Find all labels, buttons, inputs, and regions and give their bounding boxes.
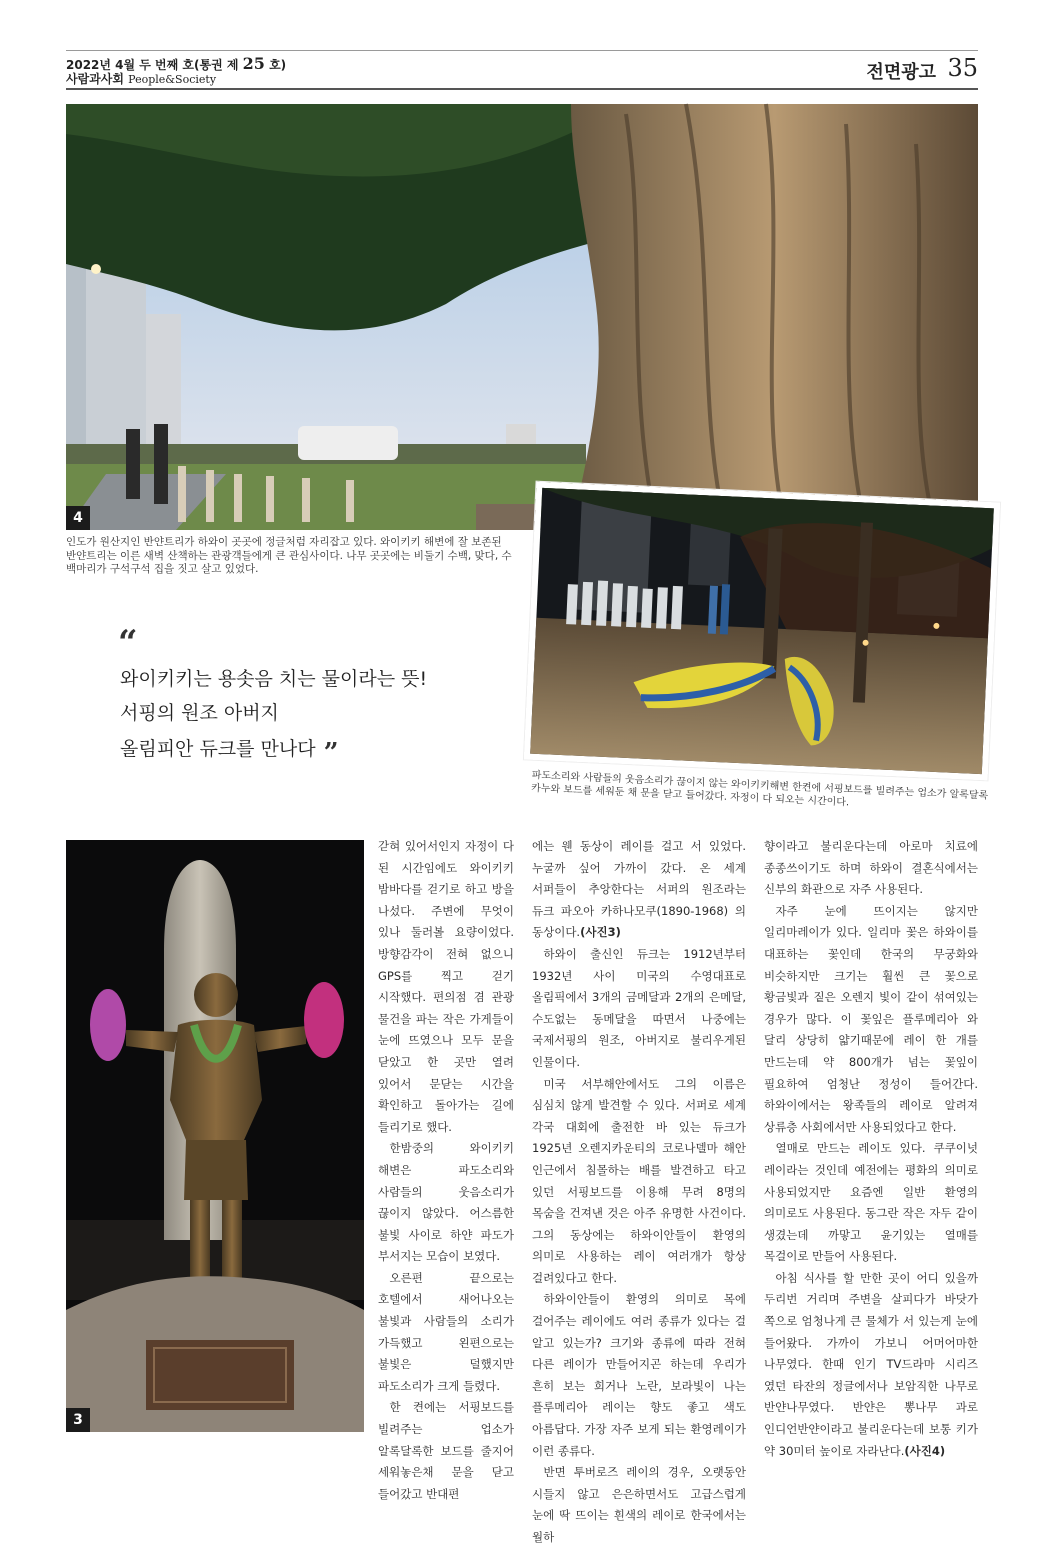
paragraph: 미국 서부해안에서도 그의 이름은 심심치 않게 발견할 수 있다. 서퍼로 세계 각국 대회에 출전한 바 있는 듀크가 1925년 오렌지카운티의 코로나델마 해안 인근에서 침몰하는 배를 발견하고 타고 있던 서핑보드를 이용해 무려 8명의 목숨을 건져낸 것은 아주 유명한 사건이다. 그의 동상에는 하와이안들이 환영의 의미로 사용하는 레이 여러개가 항상 걸려있다고 한다.: [532, 1076, 746, 1285]
paragraph: 한 켠에는 서핑보드를 빌려주는 업소가 알록달록한 보드를 줄지어 세워놓은채 문을 닫고 들어갔고 반대편: [378, 1400, 514, 1501]
article-column-2: [532, 836, 746, 1549]
pull-quote-line-2: 서핑의 원조 아버지: [120, 702, 279, 724]
paragraph: 오른편 끝으로는 호텔에서 새어나오는 불빛과 사람들의 소리가 가득했고 왼편으로는 불빛은 덜했지만 파도소리가 크게 들렸다.: [378, 1270, 514, 1393]
paragraph: 아침 식사를 할 만한 곳이 어디 있을까 두리번 거리며 주변을 살피다가 바닷가 쪽으로 엄청나게 큰 물체가 서 있는게 눈에 들어왔다. 가까이 가보니 어머어마한 나무였다. 한때 인기 TV드라마 시리즈 였던 타잔의 정글에서나 보암직한 나무로 반얀나무였다. 반얀은 뽕나무 과로 인디언반얀이라고 불리운다는데 보통 키가 약 30미터 높이로 자라난다.(사진4): [764, 1270, 978, 1458]
pull-quote-line-3: 올림피안 듀크를 만나다 ”: [120, 738, 339, 768]
section-title: 전면광고: [866, 62, 936, 83]
paragraph: 한밤중의 와이키키 해변은 파도소리와 사람들의 웃음소리가 끊이지 않았다. 어스름한 불빛 사이로 하얀 파도가 부서지는 모습이 보였다.: [378, 1141, 514, 1264]
paragraph: 반면 투버로즈 레이의 경우, 오랫동안 시들지 않고 은은하면서도 고급스럽게 눈에 딱 뜨이는 흰색의 레이로 한국에서는 월하: [532, 1465, 746, 1544]
publication-name: 사람과사회 People&Society: [66, 72, 217, 86]
photo-3-number: 3: [66, 1408, 90, 1432]
paragraph: 향이라고 불리운다는데 아로마 치료에 종종쓰이기도 하며 하와이 결혼식에서는 신부의 화관으로 자주 사용된다.: [764, 839, 978, 897]
page-number: 35: [947, 54, 978, 82]
paragraph: 열매로 만드는 레이도 있다. 쿠쿠이넛 레이라는 것인데 예전에는 평화의 의미로 사용되었지만 요즘엔 일반 환영의 의미로도 사용된다. 동그란 작은 자두 같이 생겼는데 까맣고 윤기있는 열매를 목걸이로 만들어 사용된다.: [764, 1141, 978, 1264]
issue-info: 2022년 4월 두 번째 호(통권 제 25 호): [66, 54, 287, 73]
photo-5-caption: 파도소리와 사람들의 웃음소리가 끊이지 않는 와이키키해변 한켠에 서핑보드를 빌려주는 업소가 알록달록 카누와 보드를 세워둔 채 문을 닫고 들어갔다. 자정이 다 되오는 시간이다.: [530, 770, 989, 808]
canoe-beach-photo: [524, 482, 1000, 781]
header-bottom-rule: [66, 88, 978, 90]
paragraph: 하와이 출신인 듀크는 1912년부터 1932년 사이 미국의 수영대표로 올림픽에서 3개의 금메달과 2개의 은메달, 수도없는 동메달을 따면서 나중에는 국제서핑의 원조, 아버지로 불리우게된 인물이다.: [532, 946, 746, 1069]
article-column-3: [764, 836, 978, 1462]
article-column-1: [378, 836, 514, 1505]
paragraph: 에는 웬 동상이 레이를 걸고 서 있었다. 누굴까 싶어 가까이 갔다. 온 세계 서퍼들이 추앙한다는 서퍼의 원조라는 듀크 파오아 카하나모쿠(1890-1968) 의 동상이다.(사진3): [532, 839, 746, 940]
header-top-rule: [66, 50, 978, 51]
paragraph: 자주 눈에 뜨이지는 않지만 일리마레이가 있다. 일리마 꽃은 하와이를 대표하는 꽃인데 한국의 무궁화와 비슷하지만 크기는 훨씬 큰 꽃으로 황금빛과 짙은 오렌지 빛이 같이 섞여있는 경우가 많다. 이 꽃잎은 플루메리아 와 달리 상당히 얇기때문에 레이 한 개를 만드는데 약 800개가 넘는 꽃잎이 필요하여 엄청난 정성이 들어간다. 하와이에서는 왕족들의 레이로 알려져 상류층 사회에서만 사용되었다고 한다.: [764, 903, 978, 1134]
banyan-tree-photo: [66, 104, 978, 530]
quote-open-mark: “: [118, 623, 138, 663]
photo-reference: (사진3): [580, 925, 621, 940]
paragraph: 하와이안들이 환영의 의미로 목에 걸어주는 레이에도 여러 종류가 있다는 걸 알고 있는가? 크기와 종류에 따라 전혀 다른 레이가 만들어지곤 하는데 우리가 흔히 보는 희거나 노란, 보라빛이 나는 플루메리아 레이는 향도 좋고 색도 아름답다. 가장 자주 보게 되는 환영레이가 이런 종류다.: [532, 1292, 746, 1458]
paragraph: 갇혀 있어서인지 자정이 다 된 시간임에도 와이키키 밤바다를 걷기로 하고 방을 나섰다. 주변에 무엇이 있나 둘러볼 요량이었다. 방향감각이 전혀 없으니 GPS를 찍고 걷기 시작했다. 편의점 겸 관광 물건을 파는 작은 가게들이 눈에 뜨였으나 모두 문을 닫았고 한 곳만 열려 있어서 문닫는 시간을 확인하고 돌아가는 길에 들리기로 했다.: [378, 839, 514, 1134]
photo-reference: (사진4): [904, 1443, 946, 1458]
duke-statue-photo: [66, 840, 364, 1432]
photo-4-number: 4: [66, 506, 90, 530]
photo-4-caption: 인도가 원산지인 반얀트리가 하와이 곳곳에 정글처럼 자리잡고 있다. 와이키키 해변에 잘 보존된 반얀트리는 이른 새벽 산책하는 관광객들에게 큰 관심사이다. 나무 곳곳에는 비둘기 수백, 맞다, 수백마리가 구석구석 집을 짓고 살고 있었다.: [66, 536, 512, 575]
quote-close-mark: ”: [323, 738, 339, 768]
issue-number: 25: [242, 54, 265, 73]
pull-quote-line-1: 와이키키는 용솟음 치는 물이라는 뜻!: [120, 668, 428, 690]
